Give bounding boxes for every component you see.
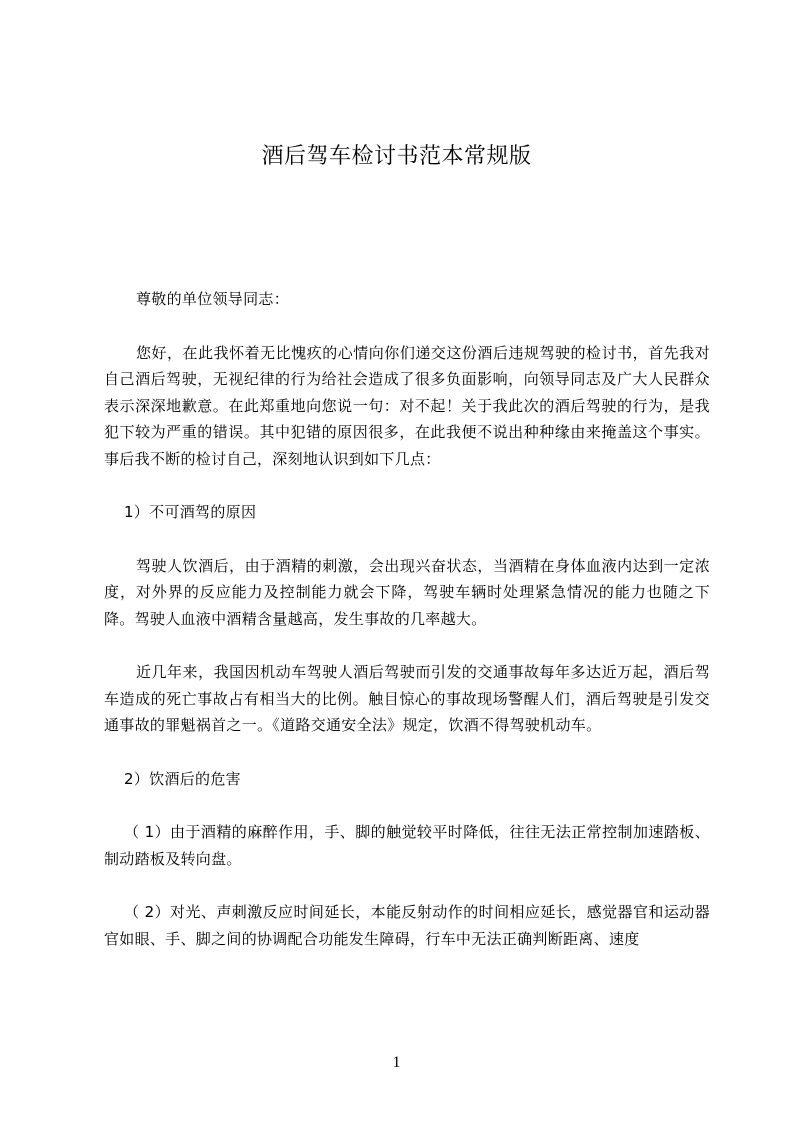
section-heading-reasons: 1）不可酒驾的原因	[124, 503, 257, 521]
list-item-danger-2: （ 2）对光、声刺激反应时间延长，本能反射动作的时间相应延长，感觉器官和运动器官如眼、手、脚之间的协调配合功能发生障碍，行车中无法正确判断距离、速度	[104, 903, 710, 948]
list-item-danger-1: （ 1）由于酒精的麻醉作用，手、脚的触觉较平时降低，往往无法正常控制加速踏板、制动踏板及转向盘。	[104, 823, 710, 868]
document-body	[104, 286, 710, 979]
section-heading-dangers: 2）饮酒后的危害	[124, 769, 241, 788]
salutation: 尊敬的单位领导同志：	[136, 290, 290, 308]
document-title: 酒后驾车检讨书范本常规版	[261, 144, 532, 169]
paragraph-alcohol-effects: 驾驶人饮酒后，由于酒精的刺激，会出现兴奋状态，当酒精在身体血液内达到一定浓度，对外界的反应能力及控制能力就会下降，驾驶车辆时处理紧急情况的能力也随之下降。驾驶人血液中酒精含量越高，发生事故的几率越大。	[104, 556, 710, 628]
page-number: 1	[392, 1054, 401, 1071]
paragraph-apology: 您好，在此我怀着无比愧疚的心情向你们递交这份酒后违规驾驶的检讨书，首先我对自己酒后驾驶，无视纪律的行为给社会造成了很多负面影响，向领导同志及广大人民群众表示深深地歉意。在此郑重地向您说一句：对不起！关于我此次的酒后驾驶的行为，是我犯下较为严重的错误。其中犯错的原因很多，在此我便不说出种种缘由来掩盖这个事实。事后我不断的检讨自己，深刻地认识到如下几点：	[104, 343, 710, 468]
paragraph-accident-statistics: 近几年来，我国因机动车驾驶人酒后驾驶而引发的交通事故每年多达近万起，酒后驾车造成的死亡事故占有相当大的比例。触目惊心的事故现场警醒人们，酒后驾驶是引发交通事故的罪魁祸首之一。《道路交通安全法》规定，饮酒不得驾驶机动车。	[104, 663, 710, 734]
